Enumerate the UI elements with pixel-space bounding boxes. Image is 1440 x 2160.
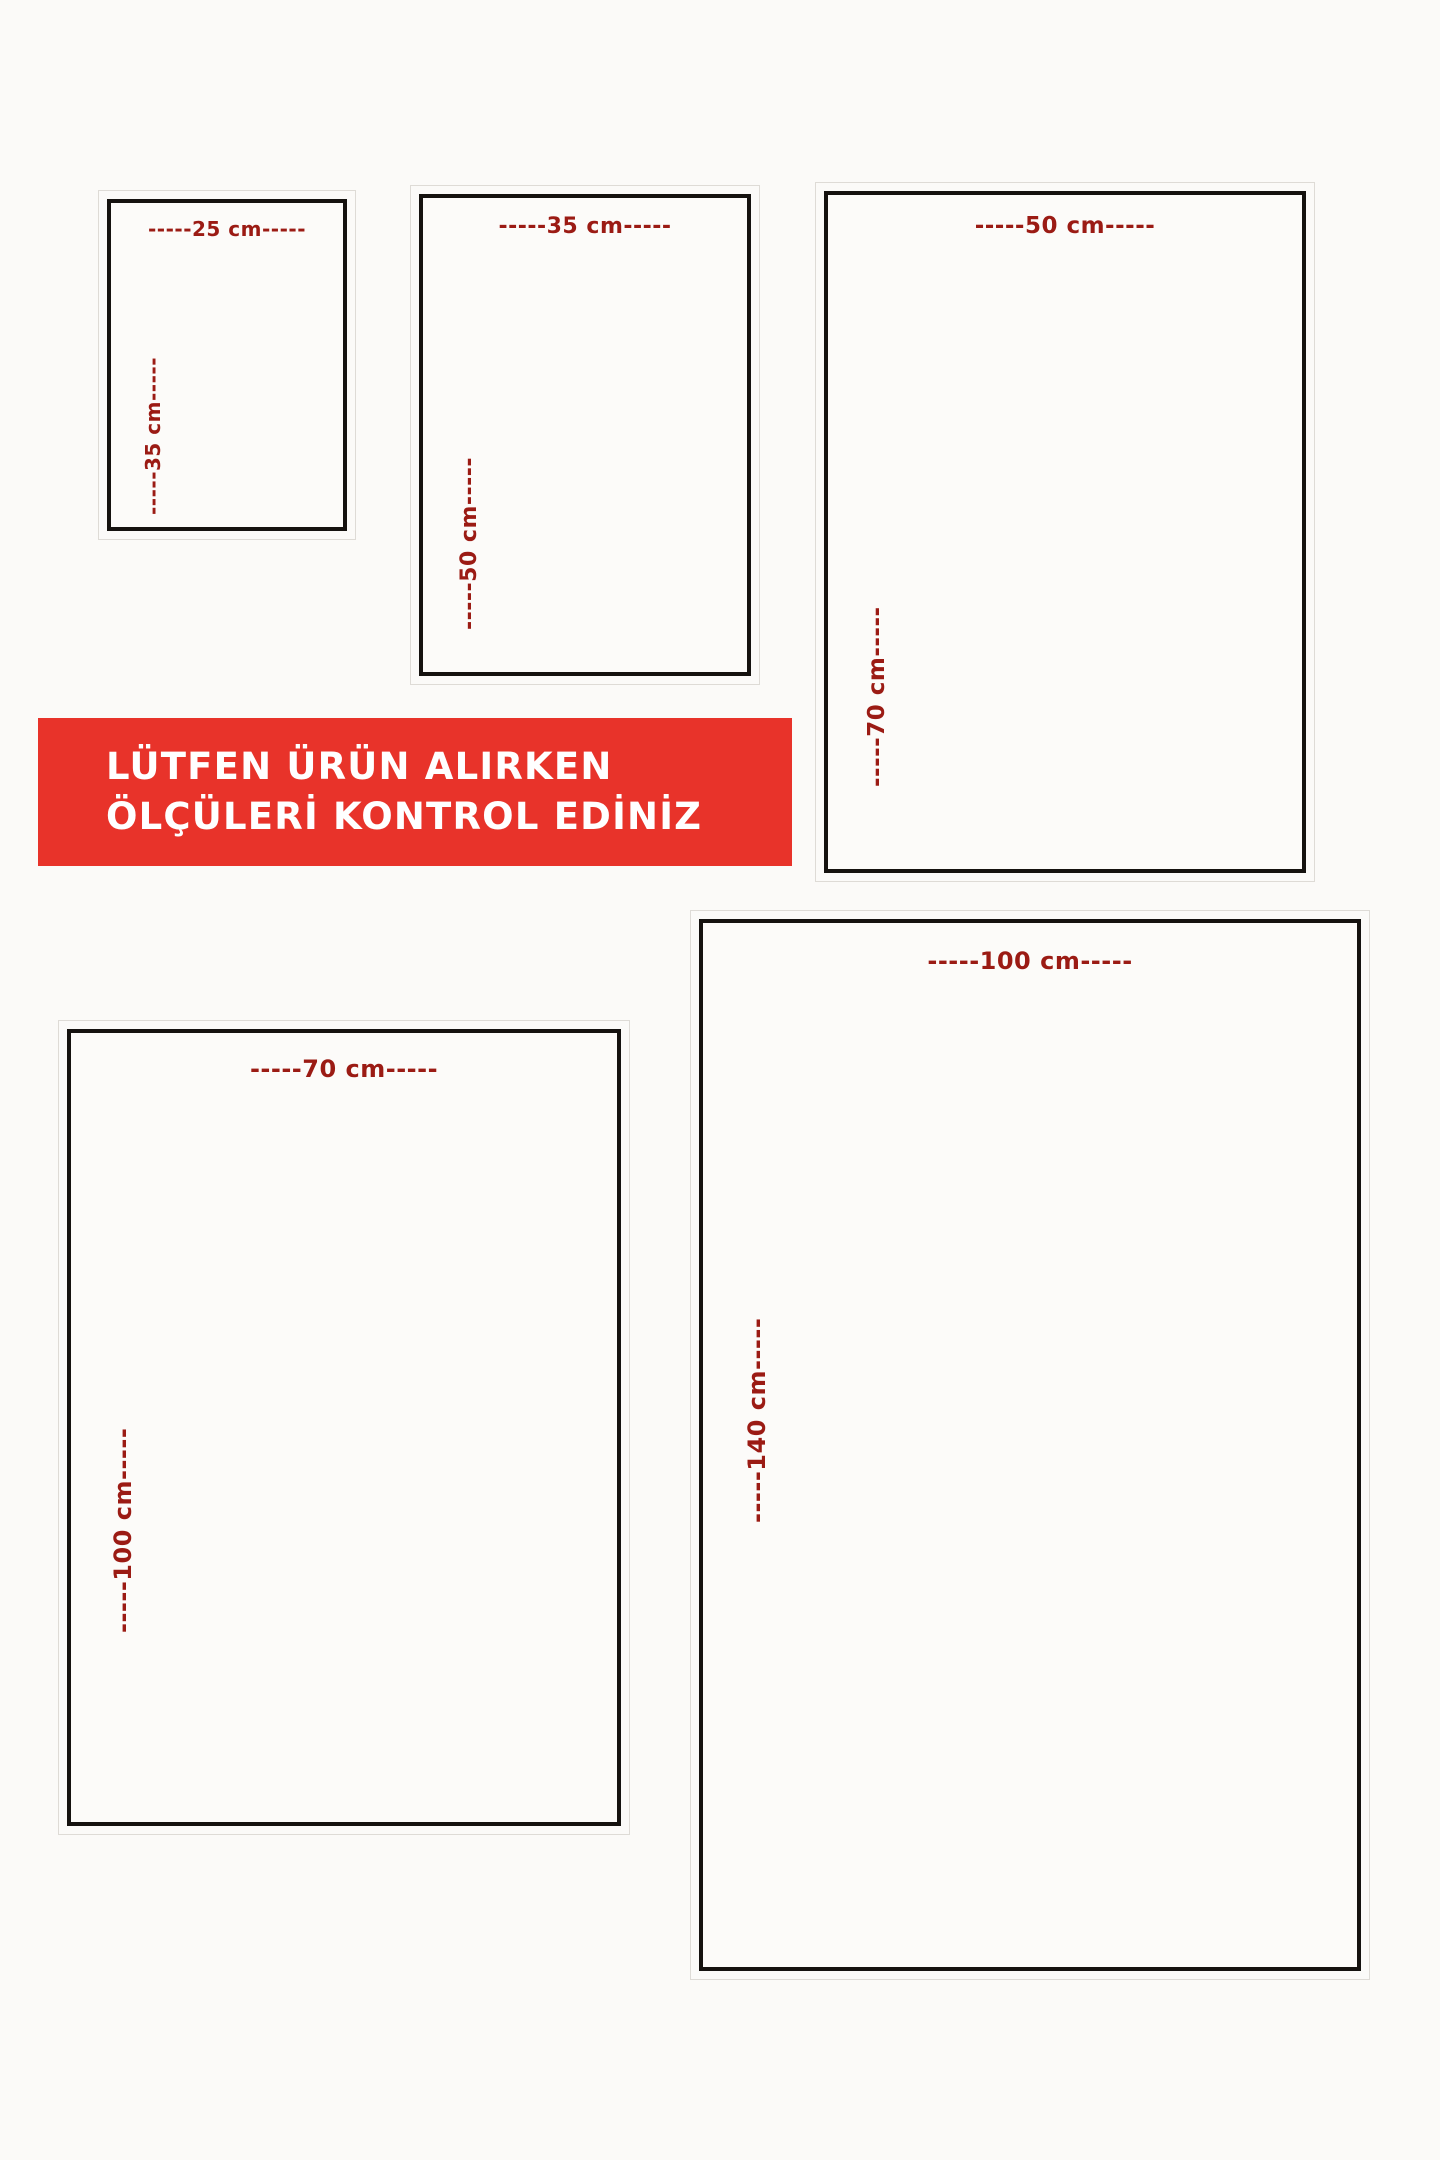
height-label-50x70: -----70 cm-----: [864, 606, 890, 787]
warning-line-2: ÖLÇÜLERİ KONTROL EDİNİZ: [106, 795, 703, 838]
warning-line-1: LÜTFEN ÜRÜN ALIRKEN: [106, 745, 613, 789]
width-label-50x70: -----50 cm-----: [974, 213, 1156, 239]
size-card-inner: [67, 1029, 621, 1826]
width-label-35x50: -----35 cm-----: [498, 214, 672, 239]
height-label-70x100: -----100 cm-----: [109, 1427, 137, 1633]
measurement-warning-banner: [38, 718, 792, 866]
size-card-inner: [419, 194, 751, 676]
width-label-100x140: -----100 cm-----: [927, 947, 1133, 975]
width-label-70x100: -----70 cm-----: [249, 1055, 439, 1083]
size-card-inner: [107, 199, 347, 531]
size-card-25x35: [98, 190, 356, 540]
size-card-70x100: [58, 1020, 630, 1835]
height-label-25x35: -----35 cm-----: [141, 357, 165, 515]
height-label-35x50: -----50 cm-----: [457, 456, 482, 630]
size-card-inner: [824, 191, 1306, 873]
size-card-100x140: [690, 910, 1370, 1980]
size-card-inner: [699, 919, 1361, 1971]
size-card-50x70: [815, 182, 1315, 882]
size-card-35x50: [410, 185, 760, 685]
width-label-25x35: -----25 cm-----: [148, 217, 306, 241]
height-label-100x140: -----140 cm-----: [743, 1317, 771, 1523]
